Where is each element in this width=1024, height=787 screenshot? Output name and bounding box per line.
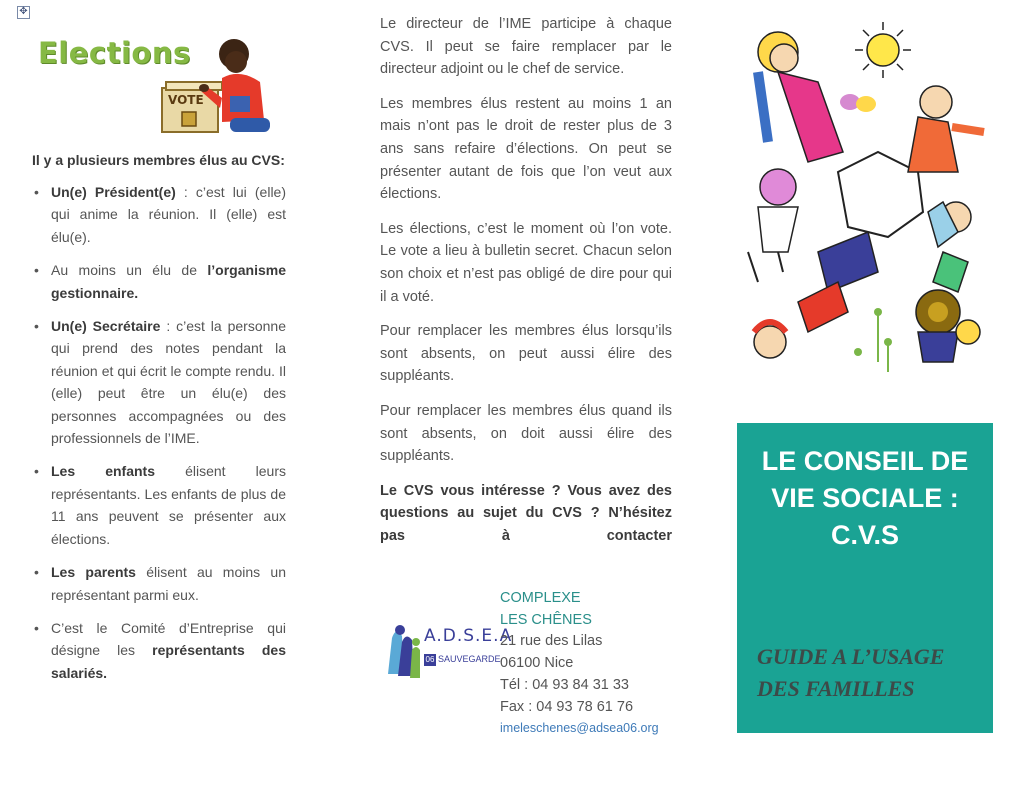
paragraph: Pour remplacer les membres élus quand ils sont absents, on doit aussi élire des suppléants. [380,402,672,465]
info-column [380,13,672,559]
paragraph: Les membres élus restent au moins 1 an mais n’ont pas le droit de rester plus de 3 ans sans refaire d’élections. On peut se présenter autant de fois que l’on veut aux élections. [380,95,672,203]
logo-number: 06 [425,655,435,664]
cover-title [737,443,993,554]
list-item: • Les parents élisent au moins un représentant parmi eux. [32,561,286,606]
members-intro: Il y a plusieurs membres élus au CVS: [32,152,285,168]
logo-subtitle: SAUVEGARDE [438,654,501,664]
ballot-label: VOTE [168,93,204,107]
contact-street: 21 rue des Lilas [500,633,603,650]
cover-subtitle [757,641,982,705]
call-to-action: Le CVS vous intéresse ? Vous avez des questions au sujet du CVS ? N’hésitez pas à contacter [380,482,672,544]
members-column [32,150,286,695]
cover-subtitle-line: GUIDE A L’USAGE [757,644,945,669]
members-list [32,181,286,684]
cover-title-line: LE CONSEIL DE [761,446,969,476]
cover-subtitle-line: DES FAMILLES [757,676,915,701]
contact-line2: LES CHÊNES [500,611,592,628]
contact-fax: Fax : 04 93 78 61 76 [500,698,634,715]
move-handle-icon[interactable]: ✥ [17,6,30,19]
paragraph: Pour remplacer les membres élus lorsqu’ils sont absents, on peut aussi élire des suppléants. [380,323,672,385]
contact-email-link[interactable]: imeleschenes@adsea06.org [500,721,659,736]
list-item: • Au moins un élu de l’organisme gestionnaire. [32,259,286,304]
children-circle-illustration [738,12,1000,387]
contact-phone: Tél : 04 93 84 31 33 [500,676,629,693]
list-item: • Un(e) Secrétaire : c’est la personne qui prend des notes pendant la réunion et qui écrit le compte rendu. Il (elle) peut être un élu(e) des personnes accompagnées ou des professionnels de l’IME. [32,315,286,449]
elections-title: Elections [38,36,191,70]
list-item: • Un(e) Président(e) : c’est lui (elle) qui anime la réunion. Il (elle) est élu(e). [32,181,286,248]
contact-line1: COMPLEXE [500,590,581,606]
cover-title-line: VIE SOCIALE : [771,483,959,513]
paragraph: Le directeur de l’IME participe à chaque CVS. Il peut se faire remplacer par le directeur adjoint ou le chef de service. [380,16,672,78]
voting-child-illustration [160,38,278,138]
cover-title-line: C.V.S [830,520,900,550]
logo-text: A.D.S.E.A [424,626,513,646]
list-item: • Les enfants élisent leurs représentants. Les enfants de plus de 11 ans peuvent se présenter aux élections. [32,460,286,550]
contact-block [500,588,700,740]
list-item: • C’est le Comité d’Entreprise qui désigne les représentants des salariés. [32,617,286,684]
contact-city: 06100 Nice [500,655,574,672]
cover-panel [737,423,993,733]
paragraph: Les élections, c’est le moment où l’on vote. Le vote a lieu à bulletin secret. Chacun selon son choix et n’est pas obligé de dire pour qui il a voté. [380,220,672,305]
